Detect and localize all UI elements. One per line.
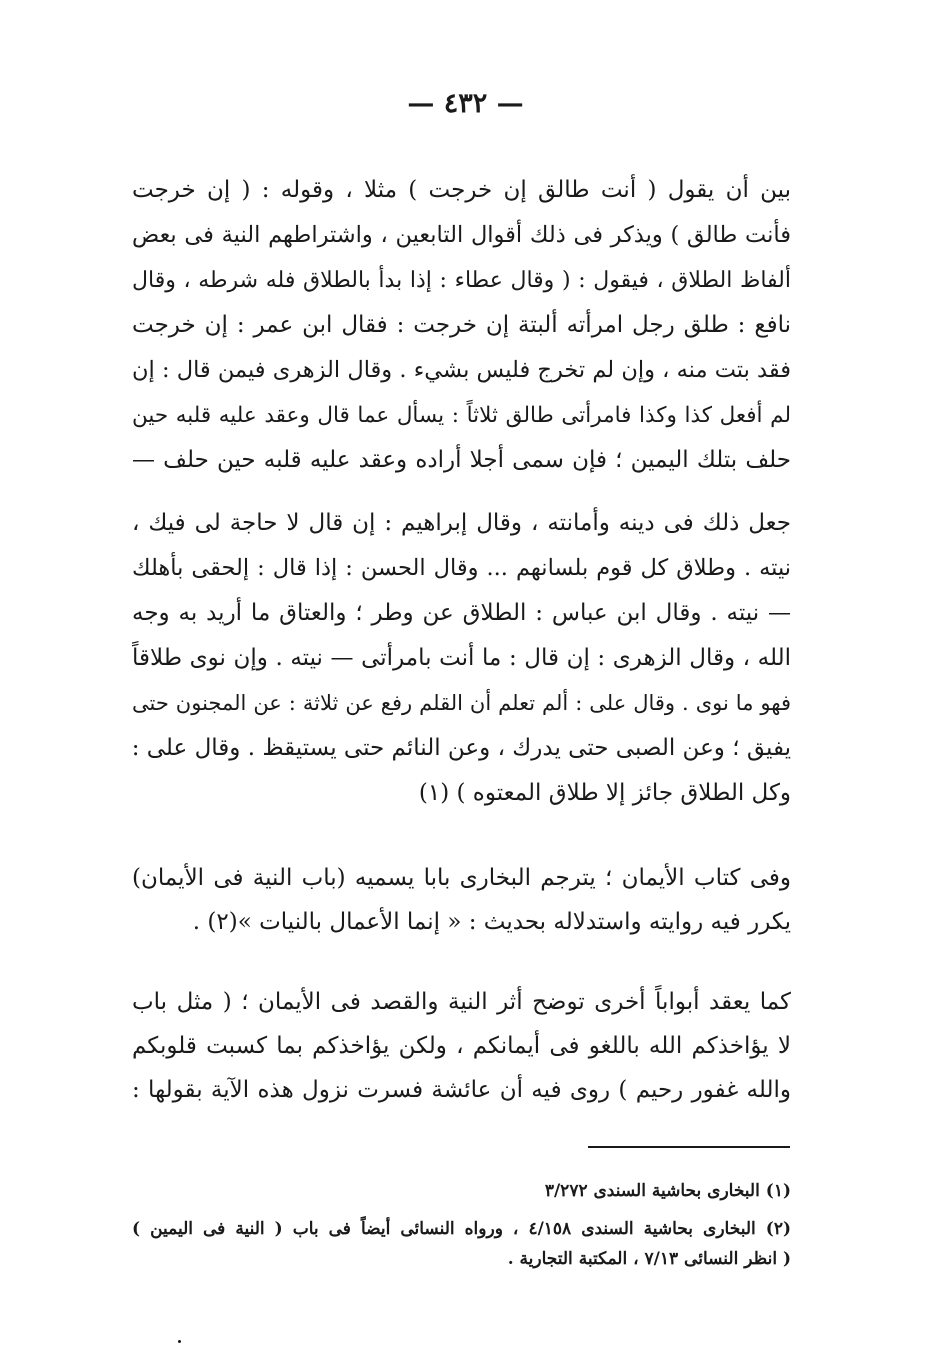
text-line: وكل الطلاق جائز إلا طلاق المعتوه ) (١) [418, 780, 791, 806]
paragraph-main-text [132, 168, 791, 816]
text-line: الله ، وقال الزهرى : إن قال : ما أنت بامرأتى — نيته . وإن نوى طلاقاً [132, 645, 791, 671]
text-line: لا يؤاخذكم الله باللغو فى أيمانكم ، ولكن يؤاخذكم بما كسبت قلوبكم [132, 1033, 791, 1059]
text-line: كما يعقد أبواباً أخرى توضح أثر النية والقصد فى الأيمان ؛ ( مثل باب [132, 989, 791, 1015]
text-line: — نيته . وقال ابن عباس : الطلاق عن وطر ؛ والعتاق ما أريد به وجه [132, 600, 791, 626]
text-line: فقد بتت منه ، وإن لم تخرج فليس بشيء . وقال الزهرى فيمن قال : إن [132, 357, 791, 383]
print-speck [178, 1340, 181, 1343]
text-line: نافع : طلق رجل امرأته ألبتة إن خرجت : فقال ابن عمر : إن خرجت [132, 312, 791, 338]
text-line: نيته . وطلاق كل قوم بلسانهم ... وقال الحسن : إذا قال : إلحقى بأهلك [132, 555, 791, 581]
footnote-1: (١) البخارى بحاشية السندى ٣/٢٧٢ [544, 1181, 791, 1201]
page-number: — ٤٣٢ — [407, 88, 524, 119]
text-line: فأنت طالق ) ويذكر فى ذلك أقوال التابعين ، واشتراطهم النية فى بعض [132, 222, 791, 248]
paragraph-other-chapters [132, 980, 791, 1112]
footnote-2-continued: ( انظر النسائى ٧/١٣ ، المكتبة التجارية . [507, 1249, 791, 1269]
text-line: حلف بتلك اليمين ؛ فإن سمى أجلا أراده وعقد عليه قلبه حين حلف — [132, 447, 791, 473]
text-line: فهو ما نوى . وقال على : ألم تعلم أن القلم رفع عن ثلاثة : عن المجنون حتى [132, 691, 791, 715]
text-line: جعل ذلك فى دينه وأمانته ، وقال إبراهيم : إن قال لا حاجة لى فيك ، [132, 510, 792, 536]
text-line: لم أفعل كذا وكذا فامرأتى طالق ثلاثاً : يسأل عما قال وعقد عليه قلبه حين [132, 403, 791, 428]
text-line: والله غفور رحيم ) روى فيه أن عائشة فسرت نزول هذه الآية بقولها : [132, 1077, 791, 1103]
footnote-divider [588, 1146, 790, 1148]
footnotes [132, 1176, 791, 1274]
text-line: يكرر فيه روايته واستدلاله بحديث : « إنما الأعمال بالنيات »(٢) . [192, 909, 791, 935]
text-line: وفى كتاب الأيمان ؛ يترجم البخارى بابا يسميه (باب النية فى الأيمان) [132, 865, 791, 891]
footnote-2: (٢) البخارى بحاشية السندى ٤/١٥٨ ، ورواه النسائى أيضاً فى باب ( النية فى اليمين ) [132, 1219, 791, 1239]
paragraph-book-of-oaths [132, 856, 791, 944]
text-line: ألفاظ الطلاق ، فيقول : ( وقال عطاء : إذا بدأ بالطلاق فله شرطه ، وقال [132, 268, 791, 293]
text-line: يفيق ؛ وعن الصبى حتى يدرك ، وعن النائم حتى يستيقظ . وقال على : [131, 735, 791, 761]
text-line: بين أن يقول ( أنت طالق إن خرجت ) مثلا ، وقوله : ( إن خرجت [132, 177, 791, 203]
